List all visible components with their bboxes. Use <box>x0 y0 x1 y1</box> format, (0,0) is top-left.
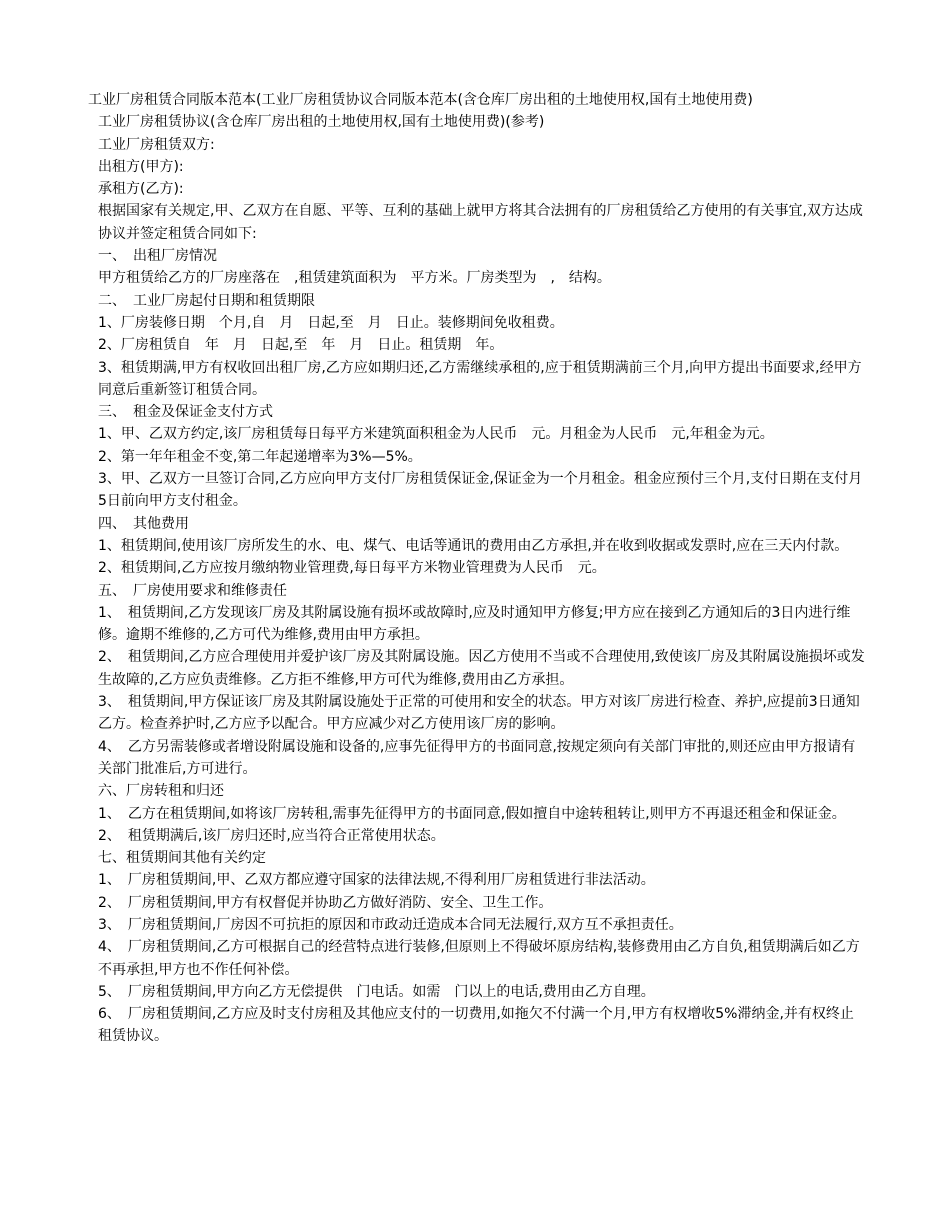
paragraph: 4、 乙方另需装修或者增设附属设施和设备的,应事先征得甲方的书面同意,按规定须向有关部门审批的,则还应由甲方报请有关部门批准后,方可进行。 <box>98 738 856 777</box>
paragraph: 1、甲、乙双方约定,该厂房租赁每日每平方米建筑面积租金为人民币 元。月租金为人民币 元,年租金为元。 <box>98 426 774 443</box>
paragraph: 2、 租赁期间,乙方应合理使用并爱护该厂房及其附属设施。因乙方使用不当或不合理使用,致使该厂房及其附属设施损坏或发生故障的,乙方应负责维修。乙方拒不维修,甲方可代为维修,费用由乙方承担。 <box>98 649 865 688</box>
paragraph: 1、 厂房租赁期间,甲、乙双方都应遵守国家的法律法规,不得利用厂房租赁进行非法活动。 <box>98 872 655 889</box>
paragraph: 六、厂房转租和归还 <box>98 783 224 800</box>
paragraph: 工业厂房租赁双方: <box>98 136 215 153</box>
paragraph: 5、 厂房租赁期间,甲方向乙方无偿提供 门电话。如需 门以上的电话,费用由乙方自理。 <box>98 983 655 1000</box>
paragraph: 承租方(乙方): <box>98 181 184 198</box>
paragraph: 3、甲、乙双方一旦签订合同,乙方应向甲方支付厂房租赁保证金,保证金为一个月租金。租金应预付三个月,支付日期在支付月5日前向甲方支付租金。 <box>98 471 863 510</box>
paragraph: 甲方租赁给乙方的厂房座落在 ,租赁建筑面积为 平方米。厂房类型为 , 结构。 <box>98 270 611 287</box>
paragraph: 工业厂房租赁协议(含仓库厂房出租的土地使用权,国有土地使用费)(参考) <box>98 114 545 131</box>
paragraph: 五、 厂房使用要求和维修责任 <box>98 582 287 599</box>
document-body <box>88 111 866 1047</box>
paragraph: 三、 租金及保证金支付方式 <box>98 404 273 421</box>
paragraph: 2、 租赁期满后,该厂房归还时,应当符合正常使用状态。 <box>98 827 445 844</box>
paragraph: 四、 其他费用 <box>98 515 189 532</box>
paragraph: 3、租赁期满,甲方有权收回出租厂房,乙方应如期归还,乙方需继续承租的,应于租赁期满前三个月,向甲方提出书面要求,经甲方同意后重新签订租赁合同。 <box>98 359 862 398</box>
paragraph: 七、租赁期间其他有关约定 <box>98 850 266 867</box>
document-title: 工业厂房租赁合同版本范本(工业厂房租赁协议合同版本范本(含仓库厂房出租的土地使用权,国有土地使用费) <box>88 92 753 108</box>
paragraph: 2、第一年年租金不变,第二年起递增率为3%—5%。 <box>98 448 422 465</box>
paragraph: 根据国家有关规定,甲、乙双方在自愿、平等、互利的基础上就甲方将其合法拥有的厂房租赁给乙方使用的有关事宜,双方达成协议并签定租赁合同如下: <box>98 203 863 242</box>
paragraph: 4、 厂房租赁期间,乙方可根据自己的经营特点进行装修,但原则上不得破坏原房结构,装修费用由乙方自负,租赁期满后如乙方不再承担,甲方也不作任何补偿。 <box>98 939 860 978</box>
paragraph: 二、 工业厂房起付日期和租赁期限 <box>98 292 315 309</box>
paragraph: 2、租赁期间,乙方应按月缴纳物业管理费,每日每平方米物业管理费为人民币 元。 <box>98 560 606 577</box>
paragraph: 3、 厂房租赁期间,厂房因不可抗拒的原因和市政动迁造成本合同无法履行,双方互不承担责任。 <box>98 916 683 933</box>
paragraph: 1、 租赁期间,乙方发现该厂房及其附属设施有损坏或故障时,应及时通知甲方修复;甲方应在接到乙方通知后的3日内进行维修。逾期不维修的,乙方可代为维修,费用由甲方承担。 <box>98 604 851 644</box>
paragraph: 6、 厂房租赁期间,乙方应及时支付房租及其他应支付的一切费用,如拖欠不付满一个月,甲方有权增收5%滞纳金,并有权终止租赁协议。 <box>98 1006 854 1045</box>
paragraph: 1、厂房装修日期 个月,自 月 日起,至 月 日止。装修期间免收租费。 <box>98 314 564 331</box>
paragraph: 3、 租赁期间,甲方保证该厂房及其附属设施处于正常的可使用和安全的状态。甲方对该厂房进行检查、养护,应提前3日通知乙方。检查养护时,乙方应予以配合。甲方应减少对乙方使用该厂房的影响。 <box>98 694 860 733</box>
paragraph: 2、厂房租赁自 年 月 日起,至 年 月 日止。租赁期 年。 <box>98 337 504 354</box>
paragraph: 2、 厂房租赁期间,甲方有权督促并协助乙方做好消防、安全、卫生工作。 <box>98 894 553 911</box>
paragraph: 1、 乙方在租赁期间,如将该厂房转租,需事先征得甲方的书面同意,假如擅自中途转租转让,则甲方不再退还租金和保证金。 <box>98 805 846 822</box>
document-page <box>88 89 866 1048</box>
paragraph: 出租方(甲方): <box>98 158 184 175</box>
paragraph: 一、 出租厂房情况 <box>98 248 217 265</box>
paragraph: 1、租赁期间,使用该厂房所发生的水、电、煤气、电话等通讯的费用由乙方承担,并在收到收据或发票时,应在三天内付款。 <box>98 537 849 554</box>
